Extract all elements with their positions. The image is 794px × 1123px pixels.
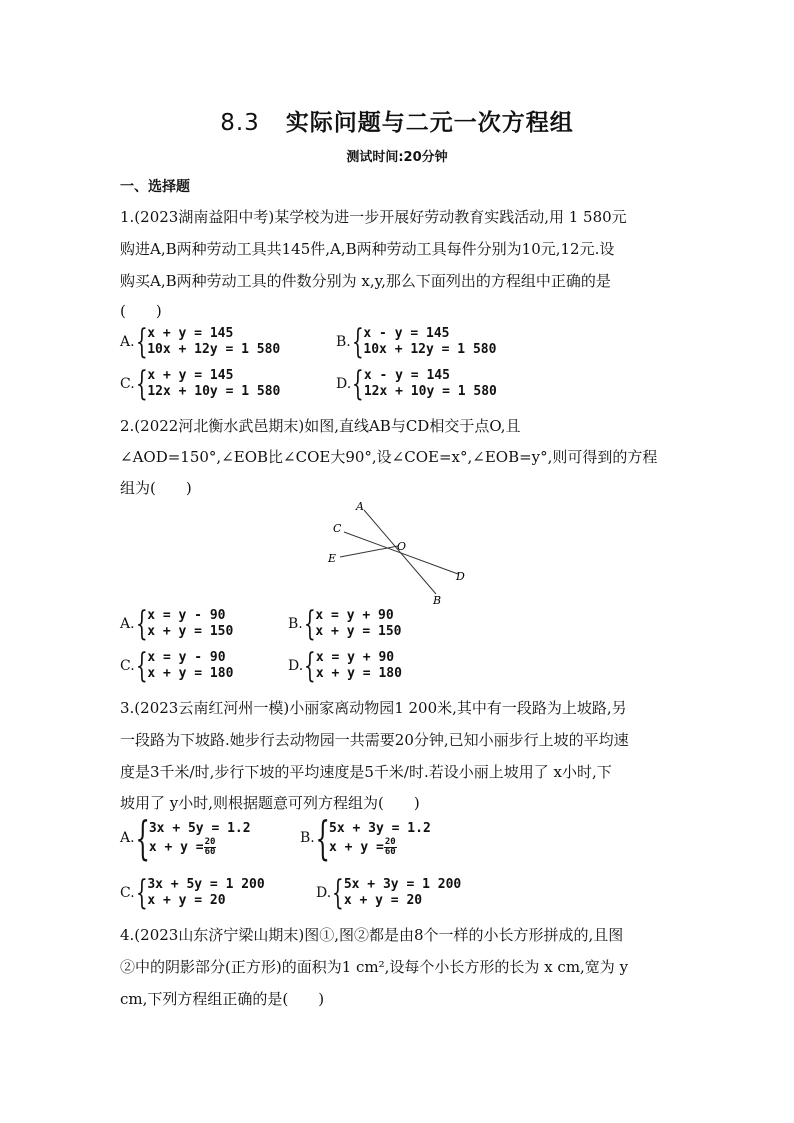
equation: 12x + 10y = 1 580 [363,384,497,399]
option-label: D. [288,658,304,674]
option-label: D. [316,885,332,901]
section-number: 8.3 [220,110,260,136]
point-b-label: B [433,594,442,607]
q3-line-1: 3.(2023云南红河州一模)小丽家离动物园1 200米,其中有一段路为上坡路,另 [120,699,627,717]
option-label: B. [300,830,315,846]
q3-option-d[interactable] [316,873,462,913]
equation: x - y = 145 [363,326,450,341]
equation: x + y = 150 [315,624,402,639]
brace-icon: { [135,322,148,362]
numerator: 20 [384,836,396,847]
q1-option-d[interactable] [336,364,497,404]
q3-option-c[interactable] [120,873,265,913]
equation: x + y = 145 [147,368,234,383]
q1-option-a[interactable] [120,322,281,362]
option-label: B. [288,616,303,632]
brace-icon: { [135,873,148,913]
brace-icon: { [351,322,364,362]
q3-option-b[interactable] [300,811,431,865]
equation: x + y = 180 [315,666,402,681]
equation: 5x + 3y = 1.2 [329,820,431,836]
equation: 5x + 3y = 1 200 [343,877,462,892]
option-label: A. [120,616,135,632]
numerator: 20 [204,836,216,847]
fraction [204,838,217,857]
option-label: A. [120,334,135,350]
page-title [0,104,794,137]
point-c-label: C [333,522,342,535]
brace-icon: { [304,646,316,686]
q2-line-1: 2.(2022河北衡水武邑期末)如图,直线AB与CD相交于点O,且 [120,417,521,435]
option-label: A. [120,830,135,846]
equation-left: x + y = [329,839,384,855]
point-d-label: D [456,570,465,583]
equation: x + y = 150 [147,624,234,639]
option-label: D. [336,376,352,392]
equation: x + y = 145 [147,326,234,341]
angle-figure [320,498,480,608]
brace-icon: { [332,873,344,913]
equation: x = y - 90 [147,650,226,665]
equation: 3x + 5y = 1 200 [147,877,265,892]
q2-line-2: ∠AOD=150°,∠EOB比∠COE大90°,设∠COE=x°,∠EOB=y°,则可得到的方程 [120,448,658,466]
equation: x + y = 180 [147,666,234,681]
q4-line-3: cm,下列方程组正确的是( ) [120,990,325,1008]
ray-oe [340,546,398,557]
denominator: 60 [204,846,216,857]
q3-line-3: 度是3千米/时,步行下坡的平均速度是5千米/时.若设小丽上坡用了 x小时,下 [120,763,612,781]
q3-line-4: 坡用了 y小时,则根据题意可列方程组为( ) [120,794,420,812]
equation: x + y = 20 [147,893,226,908]
q2-line-3: 组为( ) [120,479,192,497]
equation: 3x + 5y = 1.2 [148,820,251,836]
brace-icon: { [135,604,148,644]
q4-line-2: ②中的阴影部分(正方形)的面积为1 cm²,设每个小长方形的长为 x cm,宽为 y [120,958,629,976]
q1-line-1: 1.(2023湖南益阳中考)某学校为进一步开展好劳动教育实践活动,用 1 580元 [120,208,627,226]
q2-option-a[interactable] [120,604,234,644]
q1-line-3: 购买A,B两种劳动工具的件数分别为 x,y,那么下面列出的方程组中正确的是 [120,272,611,290]
point-e-label: E [328,552,337,565]
q1-option-c[interactable] [120,364,281,404]
title-text: 实际问题与二元一次方程组 [285,110,574,136]
q1-line-2: 购进A,B两种劳动工具共145件,A,B两种劳动工具每件分别为10元,12元.设 [120,240,615,258]
point-o-label: O [397,540,407,553]
equation [329,838,431,857]
brace-icon: { [134,811,150,865]
option-label: C. [120,885,135,901]
denominator: 60 [384,846,396,857]
equation: 10x + 12y = 1 580 [147,342,281,357]
equation: x = y + 90 [315,608,394,623]
q2-option-d[interactable] [288,646,402,686]
equation: 10x + 12y = 1 580 [363,342,497,357]
option-label: C. [120,376,135,392]
equation: x = y + 90 [315,650,395,665]
brace-icon: { [135,646,148,686]
test-time: 测试时间:20分钟 [346,150,448,165]
brace-icon: { [352,364,364,404]
q4-line-1: 4.(2023山东济宁梁山期末)图①,图②都是由8个一样的小长方形拼成的,且图 [120,926,624,944]
equation [149,838,251,857]
equation: x + y = 20 [343,893,423,908]
fraction [384,838,397,857]
equation: x - y = 145 [363,368,450,383]
equation: 12x + 10y = 1 580 [147,384,281,399]
option-label: C. [120,658,135,674]
equation-left: x + y = [148,839,204,855]
brace-icon: { [135,364,148,404]
brace-icon: { [315,811,330,865]
q3-line-2: 一段路为下坡路.她步行去动物园一共需要20分钟,已知小丽步行上坡的平均速 [120,731,629,749]
equation: x = y - 90 [147,608,226,623]
q3-option-a[interactable] [120,811,251,865]
point-a-label: A [356,500,364,513]
q1-option-b[interactable] [336,322,497,362]
option-label: B. [336,334,351,350]
q2-option-c[interactable] [120,646,234,686]
brace-icon: { [303,604,316,644]
q2-option-b[interactable] [288,604,402,644]
section-heading: 一、选择题 [120,179,190,195]
q1-line-4: ( ) [120,302,162,320]
